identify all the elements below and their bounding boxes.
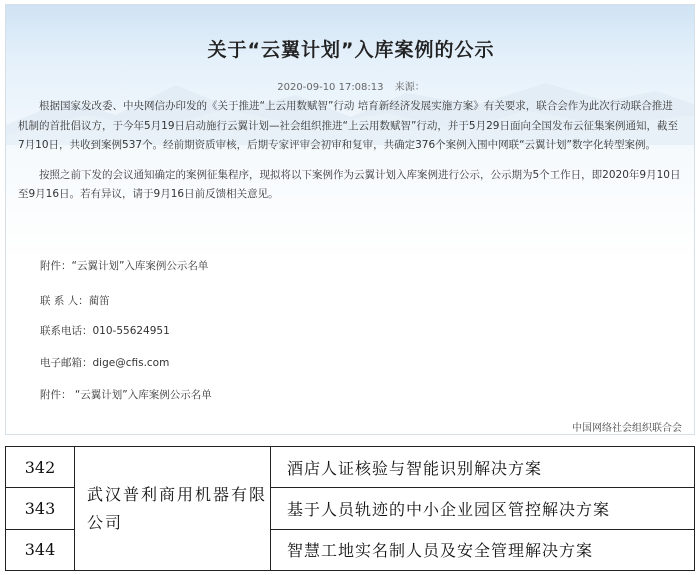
- paragraph-1: 根据国家发改委、中央网信办印发的《关于推进“上云用数赋智”行动 培育新经济发展实施方案》有关要求，联合会作为此次行动联合推进机制的首批倡议方，于今年5月19日启动施行云翼计划—社会组织推进“上云用数赋智”行动，并于5月29日面向全国发布云征集案例通知，截至7月10日，共收到案例537个。经前期资质审核，后期专家评审会初审和复审，共确定376个案例入围中网联“云翼计划”数字化转型案例。: [18, 100, 678, 151]
- solution-name: 酒店人证核验与智能识别解决方案: [271, 447, 695, 488]
- meta-line: [6, 78, 695, 93]
- solution-name: 智慧工地实名制人员及安全管理解决方案: [271, 529, 695, 570]
- solution-name: 基于人员轨迹的中小企业园区管控解决方案: [271, 488, 695, 529]
- case-number: 344: [6, 529, 75, 570]
- company-name: 武汉普利商用机器有限公司: [75, 447, 271, 571]
- contact-person: 联 系 人：蔺笛: [40, 295, 110, 307]
- notice-panel: [5, 4, 695, 435]
- paragraph-2: 按照之前下发的会议通知确定的案例征集程序，现拟将以下案例作为云翼计划入库案例进行公示，公示期为5个工作日，即2020年9月10日至9月16日。若有异议，请于9月16日前反馈相关意见。: [18, 168, 681, 200]
- publish-date: 2020-09-10 17:08:13: [277, 82, 384, 93]
- signature: 中国网络社会组织联合会: [572, 423, 682, 434]
- contact-email: 电子邮箱：dige@cfis.com: [40, 357, 170, 369]
- notice-body: [18, 97, 682, 215]
- case-number: 343: [6, 488, 75, 529]
- source-label: 来源：: [394, 82, 425, 93]
- attachment-line-1: 附件：“云翼计划”入库案例公示名单: [40, 260, 209, 272]
- contact-phone: 联系电话：010-55624951: [40, 325, 170, 337]
- case-number: 342: [6, 447, 75, 488]
- table-row: [6, 447, 695, 488]
- page-title: 关于“云翼计划”入库案例的公示: [207, 39, 495, 61]
- attachment-line-2: 附件： “云翼计划”入库案例公示名单: [40, 389, 212, 401]
- case-table: [5, 446, 695, 571]
